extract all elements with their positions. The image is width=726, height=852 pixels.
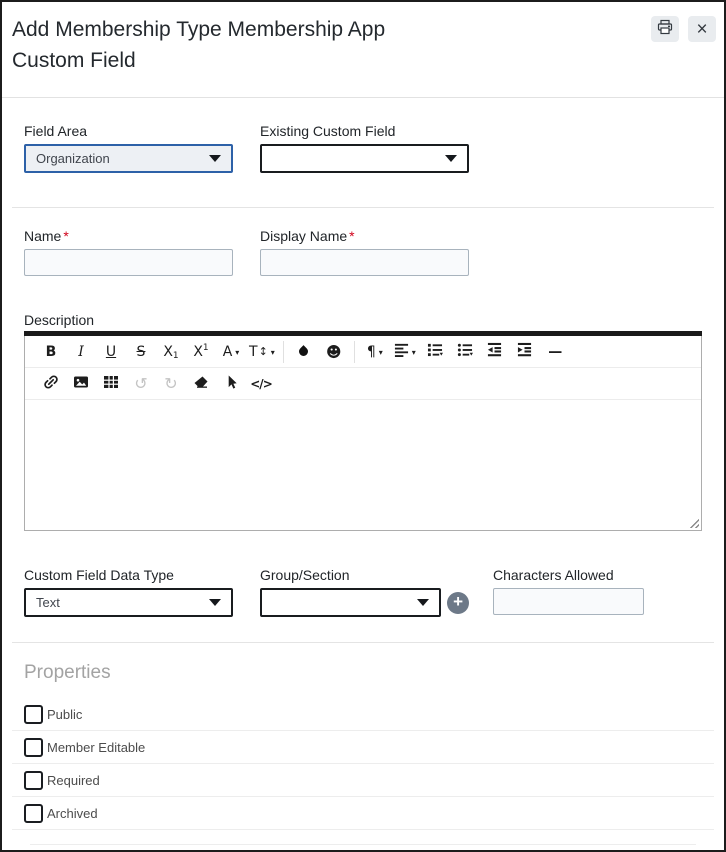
select-all-button[interactable] — [219, 371, 243, 397]
font-size-glyph: T — [249, 343, 258, 360]
bottom-divider — [30, 844, 696, 845]
display-name-label — [260, 228, 469, 244]
chevron-down-icon: ▾ — [411, 348, 416, 357]
ordered-list-button[interactable] — [423, 339, 447, 365]
eraser-icon — [193, 374, 209, 394]
italic-button[interactable]: I — [78, 343, 84, 360]
name-label — [24, 228, 233, 244]
underline-button[interactable]: U — [105, 343, 117, 360]
clear-formatting-button[interactable] — [189, 371, 213, 397]
ordered-list-icon — [427, 342, 443, 361]
image-icon — [73, 374, 89, 394]
color-drop-icon — [297, 345, 310, 358]
superscript-base: X — [193, 343, 203, 360]
description-label: Description — [24, 312, 95, 328]
chevron-down-icon — [417, 599, 429, 606]
dialog-title-line1: Add Membership Type Membership App — [12, 18, 386, 41]
required-checkbox-label: Required — [47, 772, 100, 788]
unordered-list-icon — [457, 342, 473, 361]
field-area-select[interactable] — [24, 144, 233, 173]
member-editable-checkbox-label: Member Editable — [47, 739, 146, 755]
chevron-down-icon — [209, 599, 221, 606]
font-size-button[interactable] — [249, 339, 275, 365]
custom-field-data-type-value: Text — [36, 595, 60, 610]
horizontal-rule-button[interactable]: — — [548, 343, 562, 360]
toolbar-separator — [283, 341, 284, 363]
existing-custom-field-label: Existing Custom Field — [260, 123, 396, 139]
updown-icon: ↕ — [258, 345, 268, 358]
required-asterisk: * — [349, 228, 355, 244]
display-name-input[interactable] — [260, 249, 469, 276]
chevron-down-icon: ▾ — [378, 348, 383, 357]
properties-heading: Properties — [24, 662, 111, 683]
emoticons-button[interactable] — [322, 339, 346, 365]
strikethrough-button[interactable]: S — [136, 343, 146, 360]
header-divider — [2, 97, 724, 98]
chevron-down-icon — [445, 155, 457, 162]
plus-icon: + — [453, 592, 464, 611]
close-button[interactable] — [688, 16, 716, 42]
outdent-button[interactable] — [483, 339, 507, 365]
group-section-select[interactable] — [260, 588, 441, 617]
text-color-button[interactable] — [292, 339, 316, 365]
name-input[interactable] — [24, 249, 233, 276]
property-row-archived — [12, 797, 714, 830]
section-divider — [12, 207, 714, 208]
add-group-section-button[interactable] — [447, 592, 469, 614]
archived-checkbox-label: Archived — [47, 805, 98, 821]
required-checkbox[interactable] — [24, 771, 43, 790]
archived-checkbox[interactable] — [24, 804, 43, 823]
toolbar-separator — [354, 341, 355, 363]
outdent-icon — [487, 342, 502, 361]
insert-link-button[interactable] — [39, 371, 63, 397]
dialog-title-line2: Custom Field — [12, 49, 136, 72]
dialog-header — [2, 2, 724, 76]
print-button[interactable] — [651, 16, 679, 42]
description-editor — [24, 331, 702, 531]
font-color-button[interactable] — [219, 339, 243, 365]
member-editable-checkbox[interactable] — [24, 738, 43, 757]
chevron-down-icon — [209, 155, 221, 162]
description-textarea[interactable] — [25, 400, 701, 530]
insert-image-button[interactable] — [69, 371, 93, 397]
dialog-title — [12, 14, 651, 76]
editor-toolbar-row2 — [25, 368, 701, 400]
custom-field-data-type-select[interactable] — [24, 588, 233, 617]
undo-button[interactable]: ↺ — [134, 374, 148, 393]
superscript-button[interactable] — [189, 339, 213, 365]
paragraph-format-button[interactable] — [363, 339, 387, 365]
superscript-mark: 1 — [202, 342, 209, 353]
required-asterisk: * — [63, 228, 69, 244]
align-left-icon — [394, 342, 409, 361]
resize-handle-icon[interactable] — [688, 517, 699, 528]
font-color-glyph: A — [222, 343, 233, 360]
custom-field-data-type-label: Custom Field Data Type — [24, 567, 174, 583]
cursor-icon — [224, 374, 239, 394]
public-checkbox[interactable] — [24, 705, 43, 724]
editor-toolbar-row1 — [25, 336, 701, 368]
insert-table-button[interactable] — [99, 371, 123, 397]
group-section-label: Group/Section — [260, 567, 350, 583]
align-button[interactable] — [393, 339, 417, 365]
subscript-mark: 1 — [172, 350, 179, 361]
table-icon — [103, 374, 119, 394]
emoticons-icon: ☻ — [325, 342, 342, 361]
bold-button[interactable]: B — [45, 343, 57, 360]
redo-button[interactable]: ↻ — [164, 374, 178, 393]
display-name-label-text: Display Name — [260, 228, 348, 244]
property-row-required — [12, 764, 714, 797]
printer-icon — [657, 19, 673, 40]
field-area-label: Field Area — [24, 123, 88, 139]
unordered-list-button[interactable] — [453, 339, 477, 365]
public-checkbox-label: Public — [47, 706, 83, 722]
close-icon: × — [696, 18, 708, 40]
indent-button[interactable] — [513, 339, 537, 365]
chevron-down-icon: ▾ — [270, 348, 275, 357]
section-divider — [12, 642, 714, 643]
property-row-public — [12, 698, 714, 731]
characters-allowed-input[interactable] — [493, 588, 644, 615]
indent-icon — [517, 342, 532, 361]
existing-custom-field-select[interactable] — [260, 144, 469, 173]
paragraph-icon: ¶ — [366, 343, 376, 360]
characters-allowed-label: Characters Allowed — [493, 567, 614, 583]
subscript-button[interactable] — [159, 339, 183, 365]
header-actions — [651, 14, 716, 42]
field-area-value: Organization — [36, 151, 110, 166]
subscript-base: X — [163, 343, 173, 360]
link-icon — [43, 374, 59, 394]
code-view-button[interactable]: </> — [250, 376, 272, 391]
name-label-text: Name — [24, 228, 62, 244]
chevron-down-icon: ▾ — [235, 348, 240, 357]
property-row-member-editable — [12, 731, 714, 764]
